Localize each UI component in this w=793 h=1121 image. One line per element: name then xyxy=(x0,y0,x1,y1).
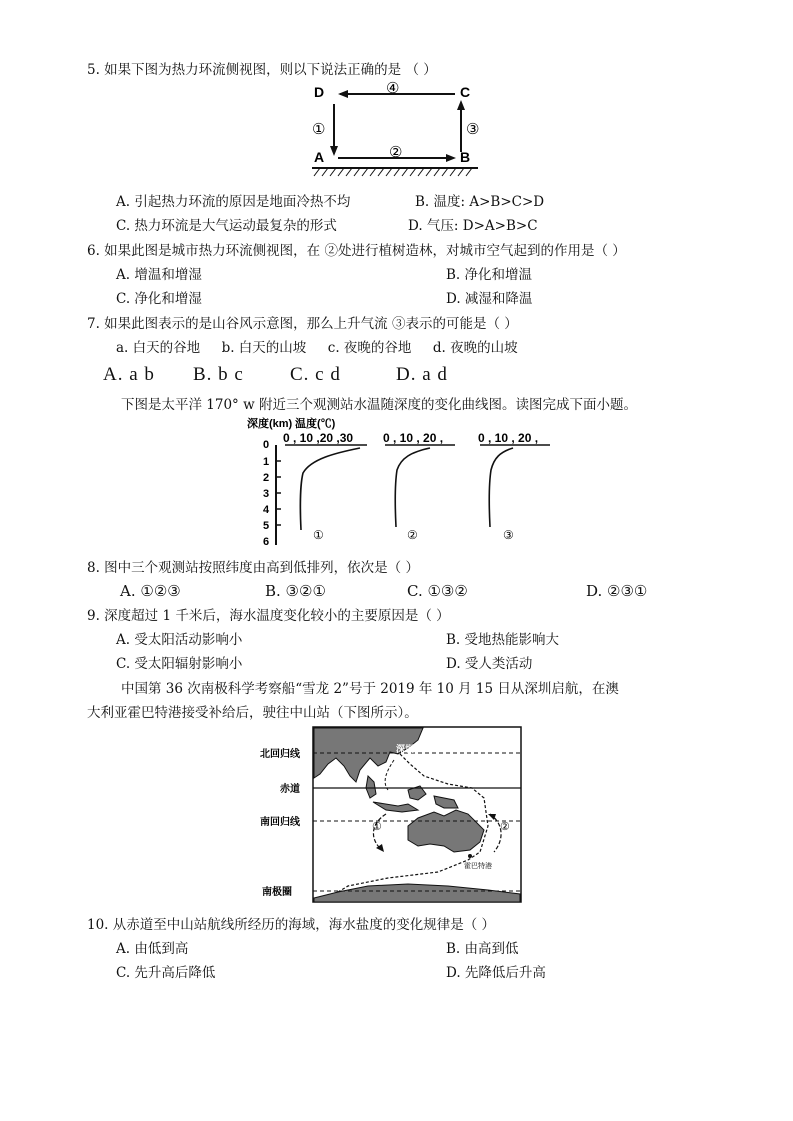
q6-option-a[interactable]: A. 增温和增湿 xyxy=(116,267,202,283)
q9-option-b[interactable]: B. 受地热能影响大 xyxy=(446,632,560,648)
station2-curve xyxy=(395,448,430,527)
q9-option-a[interactable]: A. 受太阳活动影响小 xyxy=(116,632,243,648)
label-D: D xyxy=(314,84,325,100)
current-2-label: ② xyxy=(500,821,510,833)
label-B: B xyxy=(460,149,471,165)
q8-option-b[interactable]: B. ③②① xyxy=(265,582,326,600)
q7-option-a[interactable]: A. a b xyxy=(103,364,155,385)
q6-option-d[interactable]: D. 减湿和降温 xyxy=(446,291,533,307)
hobart-marker xyxy=(468,854,472,858)
intro-voyage-2: 大利亚霍巴特港接受补给后，驶往中山站（下图所示）。 xyxy=(87,705,418,721)
ytick-2: 2 xyxy=(263,472,270,484)
label-A: A xyxy=(314,149,325,165)
ytick-0: 0 xyxy=(263,439,270,451)
label-equator: 赤道 xyxy=(280,784,300,795)
q6-option-c[interactable]: C. 净化和增湿 xyxy=(116,291,202,307)
station3-ticks: 0 , 10 , 20 , xyxy=(478,431,539,445)
q6-stem: 6. 如果此图是城市热力环流侧视图，在 ②处进行植树造林，对城市空气起到的作用是（ ） xyxy=(87,243,626,259)
q9-stem: 9. 深度超过 1 千米后，海水温度变化较小的主要原因是（ ） xyxy=(87,608,450,624)
q10-option-d[interactable]: D. 先降低后升高 xyxy=(446,965,546,981)
q10-option-c[interactable]: C. 先升高后降低 xyxy=(116,965,216,981)
ytick-1: 1 xyxy=(263,456,270,468)
circle-4: ④ xyxy=(386,80,400,97)
current-1-label: ① xyxy=(372,821,382,833)
circle-3: ③ xyxy=(466,121,480,138)
q8-option-c[interactable]: C. ①③② xyxy=(407,582,468,600)
q7-items: a. 白天的谷地 b. 白天的山坡 c. 夜晚的谷地 d. 夜晚的山坡 xyxy=(116,340,518,356)
label-north-tropic: 北回归线 xyxy=(260,749,300,760)
label-antarctic-circle: 南极圈 xyxy=(262,887,292,898)
label-shenzhen: 深圳 xyxy=(396,744,415,754)
depth-ticks xyxy=(263,439,270,548)
chart-ylabel: 深度(km) xyxy=(247,418,293,430)
q10-option-b[interactable]: B. 由高到低 xyxy=(446,941,519,957)
label-hobart: 霍巴特港 xyxy=(464,863,492,870)
temperature-depth-chart xyxy=(245,415,565,550)
station2-ticks: 0 , 10 , 20 , xyxy=(383,431,444,445)
intro-voyage-1: 中国第 36 次南极科学考察船“雪龙 2”号于 2019 年 10 月 15 日从深圳启航，在澳 xyxy=(121,681,619,697)
q5-option-d[interactable]: D. 气压: D>A>B>C xyxy=(408,218,538,234)
station1-ticks: 0 , 10 ,20 ,30 xyxy=(283,431,354,445)
q5-option-c[interactable]: C. 热力环流是大气运动最复杂的形式 xyxy=(116,218,337,234)
ytick-5: 5 xyxy=(263,520,270,532)
station3-curve xyxy=(489,448,513,527)
q10-option-a[interactable]: A. 由低到高 xyxy=(116,941,189,957)
q5-stem: 5. 如果下图为热力环流侧视图，则以下说法正确的是 （ ） xyxy=(87,62,437,78)
label-C: C xyxy=(460,84,471,100)
station1-label: ① xyxy=(313,528,324,542)
station3-label: ③ xyxy=(503,528,514,542)
ytick-4: 4 xyxy=(263,504,270,516)
q5-option-b[interactable]: B. 温度: A>B>C>D xyxy=(415,194,545,210)
q9-option-c[interactable]: C. 受太阳辐射影响小 xyxy=(116,656,243,672)
q6-option-b[interactable]: B. 净化和增温 xyxy=(446,267,533,283)
label-south-tropic: 南回归线 xyxy=(260,817,300,828)
q5-option-a[interactable]: A. 引起热力环流的原因是地面冷热不均 xyxy=(116,194,351,210)
ytick-6: 6 xyxy=(263,536,270,548)
voyage-map xyxy=(258,726,523,904)
chart-xlabel: 温度(℃) xyxy=(295,418,336,430)
q8-option-d[interactable]: D. ②③① xyxy=(586,582,648,600)
q8-option-a[interactable]: A. ①②③ xyxy=(120,582,181,600)
q7-stem: 7. 如果此图表示的是山谷风示意图，那么上升气流 ③表示的可能是（ ） xyxy=(87,316,518,332)
ground-hatch xyxy=(314,168,472,176)
q10-stem: 10. 从赤道至中山站航线所经历的海域，海水盐度的变化规律是（ ） xyxy=(87,917,496,933)
circle-2: ② xyxy=(389,144,403,161)
station2-label: ② xyxy=(407,528,418,542)
intro-temperature: 下图是太平洋 170° w 附近三个观测站水温随深度的变化曲线图。读图完成下面小题。 xyxy=(121,397,637,413)
q8-stem: 8. 图中三个观测站按照纬度由高到低排列，依次是（ ） xyxy=(87,560,419,576)
q9-option-d[interactable]: D. 受人类活动 xyxy=(446,656,533,672)
q7-option-d[interactable]: D. a d xyxy=(396,364,448,385)
circle-1: ① xyxy=(312,121,326,138)
q7-option-b[interactable]: B. b c xyxy=(193,364,244,385)
station1-curve xyxy=(300,448,360,530)
q7-option-c[interactable]: C. c d xyxy=(290,364,341,385)
circulation-diagram xyxy=(300,80,485,180)
ytick-3: 3 xyxy=(263,488,270,500)
